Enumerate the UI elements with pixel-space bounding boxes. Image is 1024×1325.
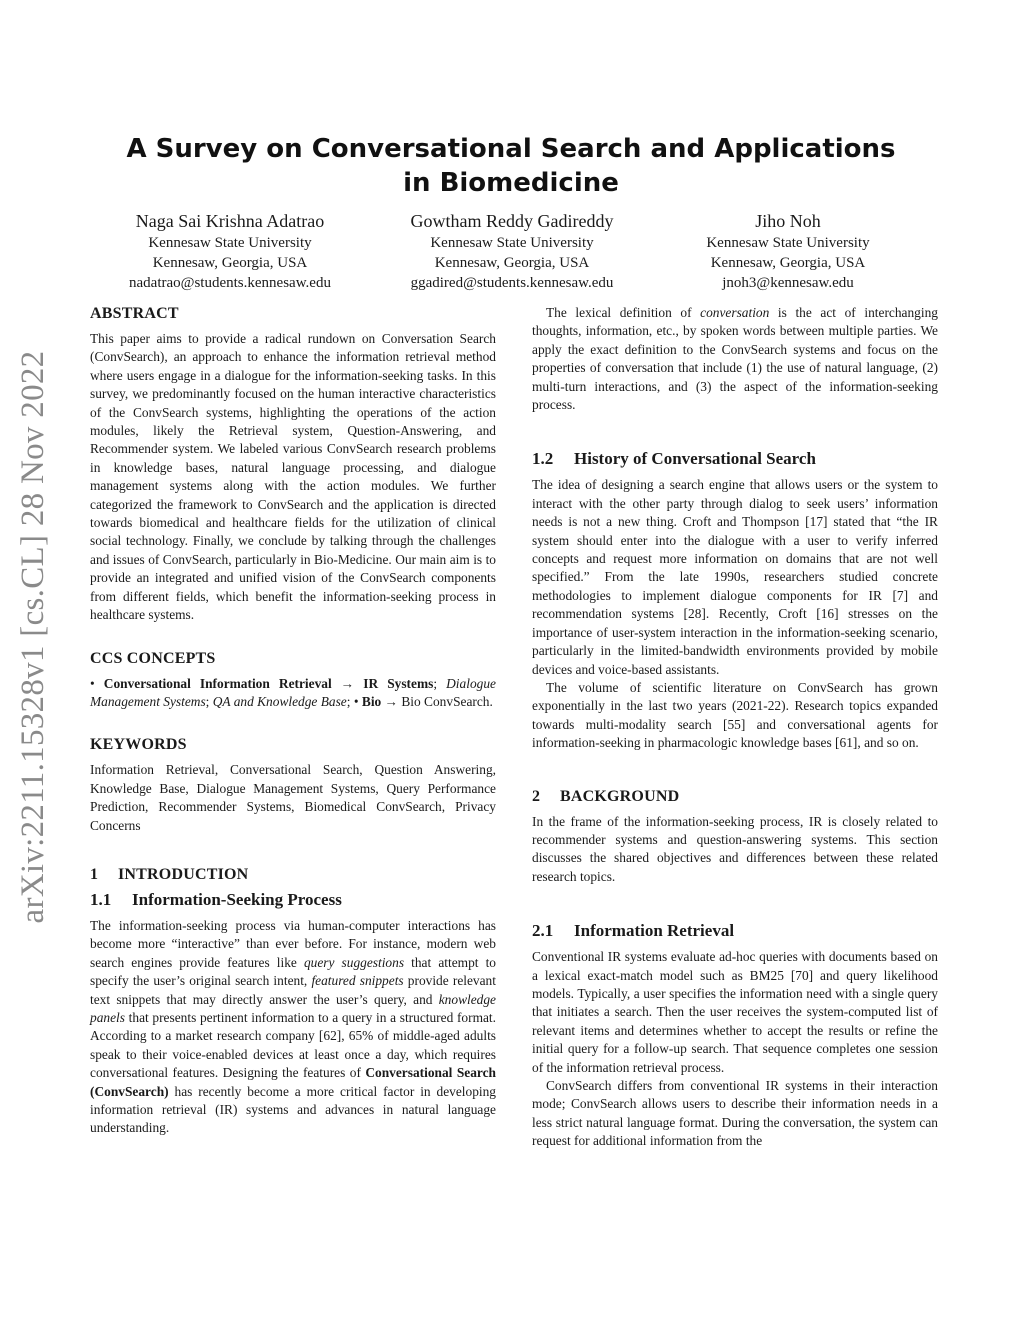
ir-paragraph-1: Conventional IR systems evaluate ad-hoc queries with documents based on a lexical exact-match model such as BM25 [70] and query likelihood models. Typically, a user specifies the information need with a single query that initiates a search. Then the user receives the system-computed list of relevant items and determines whether to accept the results or refine the initial query for a follow-up search. That sequence completes one session of the information retrieval process. — [532, 949, 938, 1075]
bold-term: Conversational Search (ConvSearch) — [90, 1065, 496, 1099]
text-run: The lexical definition of — [546, 305, 701, 320]
abstract-text: This paper aims to provide a radical rundown on Conversation Search (ConvSearch), an approach to enhance the information retrieval method where users engage in a dialogue for the information-seeking tasks. In this survey, we predominantly focused on the human interactive characteristics of the ConvSearch systems, highlighting the operations of the action modules, likely the Retrieval system, Question-Answering, and Recommender system. We labeled various ConvSearch research problems in knowledge bases, natural language processing, and dialogue management systems along with the action modules. We further categorized the framework to ConvSearch and the application is directed towards biomedical and healthcare fields for the utilization of clinical social technology. Finally, we conclude by talking through the challenges and issues of ConvSearch, particularly in Bio-Medicine. Our main aim is to provide an integrated and unified vision of the ConvSearch components from different fields, which benefit the information-seeking process in healthcare systems. — [90, 331, 496, 623]
author-location: Kennesaw, Georgia, USA — [152, 255, 308, 271]
section-background-heading — [532, 787, 938, 807]
arrow: → — [381, 693, 402, 709]
author-email[interactable]: jnoh3@kennesaw.edu — [722, 275, 854, 291]
emphasis: featured snippets — [311, 973, 404, 989]
ccs-term: QA and Knowledge Base — [212, 693, 347, 709]
author-affiliation: Kennesaw State University — [706, 235, 870, 251]
section-title: INTRODUCTION — [118, 865, 249, 883]
subsection-info-seeking-heading — [90, 889, 496, 911]
ccs-term: Conversational Information Retrieval — [103, 675, 332, 691]
author-2 — [370, 209, 654, 293]
section-introduction-heading — [90, 865, 496, 885]
intro-paragraph — [90, 917, 496, 1138]
author-name: Naga Sai Krishna Adatrao — [135, 211, 325, 231]
author-email[interactable]: nadatrao@students.kennesaw.edu — [129, 275, 331, 291]
keywords-heading: KEYWORDS — [90, 736, 187, 754]
background-paragraph: In the frame of the information-seeking process, IR is closely related to recommender systems and question-answering systems. This section discusses the shared objectives and differences between these related research topics. — [532, 813, 938, 884]
author-affiliation: Kennesaw State University — [148, 235, 312, 251]
separator: ; — [205, 693, 213, 709]
text-run: has recently become a more critical factor in developing information retrieval (IR) systems and advances in natural language understanding. — [90, 1083, 496, 1136]
author-1 — [90, 209, 370, 293]
subsection-ir-heading — [532, 920, 938, 942]
ccs-term: Dialogue Management Systems — [90, 675, 496, 709]
subsection-history-heading — [532, 448, 938, 470]
history-paragraph-2: The volume of scientific literature on ConvSearch has grown exponentially in the last two years (2021-22). Research topics expanded towards multi-modality search [55] and conversational agents for information-seeking in pharmacologic knowledge bases [61], and so on. — [532, 679, 938, 751]
author-name: Gowtham Reddy Gadireddy — [410, 211, 614, 231]
text-run: that presents pertinent information to a query in a structured format. According to a market research company [62], 65% of middle-aged adults speak to their voice-enabled devices at least once a day, which requires conversational features. Designing the features of — [90, 1009, 496, 1081]
emphasis: knowledge panels — [90, 991, 496, 1025]
ccs-term: Bio ConvSearch — [401, 693, 490, 709]
author-email[interactable]: ggadired@students.kennesaw.edu — [410, 275, 614, 291]
ccs-term: Bio — [361, 693, 382, 709]
conversation-definition-paragraph — [532, 304, 938, 414]
ccs-heading: CCS CONCEPTS — [90, 649, 216, 667]
text-run: is the act of interchanging thoughts, information, etc., by spoken words between multiple parties. We apply the exact definition to the ConvSearch systems and focus on the properties of conversation that include (1) the use of natural language, (2) multi-turn interactions, and (3) the aspect of the information-seeking process. — [532, 305, 938, 413]
emphasis: query suggestions — [303, 954, 405, 970]
author-3 — [678, 209, 898, 293]
subsection-number: 1.1 — [90, 889, 112, 909]
abstract-heading: ABSTRACT — [90, 305, 179, 322]
bullet: • — [90, 675, 95, 691]
paper-title: A Survey on Conversational Search and Applications in Biomedicine — [126, 134, 896, 198]
author-name: Jiho Noh — [755, 211, 821, 231]
author-location: Kennesaw, Georgia, USA — [710, 255, 866, 271]
text-run: that attempt to specify the user’s original search intent, — [90, 954, 496, 989]
subsection-number: 1.2 — [532, 449, 554, 469]
text-run: The information-seeking process via human-computer interactions has become more “interactive” than ever before. For instance, modern web search engines provide features like — [90, 917, 496, 970]
text-run: provide relevant text snippets that may directly answer the user’s query, and — [90, 973, 496, 1007]
section-title: BACKGROUND — [560, 787, 680, 805]
author-location: Kennesaw, Georgia, USA — [434, 255, 590, 271]
ccs-term: IR Systems — [363, 675, 434, 691]
keywords-text: Information Retrieval, Conversational Search, Question Answering, Knowledge Base, Dialogue Management Systems, Query Performance Prediction, Recommender Systems, Biomedical ConvSearch, Privacy Concerns — [90, 762, 496, 833]
separator: ; — [433, 675, 447, 691]
author-block — [90, 209, 950, 294]
punctuation: . — [489, 693, 493, 709]
ccs-text — [90, 675, 496, 712]
bullet: • — [353, 693, 359, 709]
subsection-title: Information Retrieval — [574, 921, 735, 941]
arxiv-identifier[interactable]: arXiv:2211.15328v1 [cs.CL] 28 Nov 2022 — [15, 350, 51, 924]
left-column — [90, 304, 496, 1138]
author-affiliation: Kennesaw State University — [430, 235, 594, 251]
separator: ; — [346, 693, 354, 709]
section-number: 1 — [90, 865, 99, 883]
right-column — [532, 304, 938, 1151]
subsection-title: History of Conversational Search — [574, 449, 816, 469]
ir-paragraph-2: ConvSearch differs from conventional IR systems in their interaction mode; ConvSearch allows users to describe their information needs in a less strict natural language format. During the conversation, the system can request for additional information from the — [532, 1078, 938, 1149]
emphasis: conversation — [700, 305, 770, 320]
history-paragraph-1: The idea of designing a search engine that allows users or the system to interact with the other party through dialog to seek users’ information needs is not a new thing. Croft and Thompson [17] stated that “the IR system should enter into the dialogue with a user to verify inferred concepts and request more information on domains that are not well specified.” From the late 1990s, researchers studied concrete methodologies to implement dialogue components for IR [7] and recommendation systems [28]. Recently, Croft [16] stresses on the importance of user-system interaction in the information-seeking scenario, particularly in the limited-bandwidth environments provided by mobile devices and voice-based assistants. — [532, 477, 938, 677]
section-number: 2 — [532, 787, 541, 805]
arrow: → — [331, 675, 364, 691]
subsection-number: 2.1 — [532, 921, 554, 941]
subsection-title: Information-Seeking Process — [132, 889, 342, 909]
